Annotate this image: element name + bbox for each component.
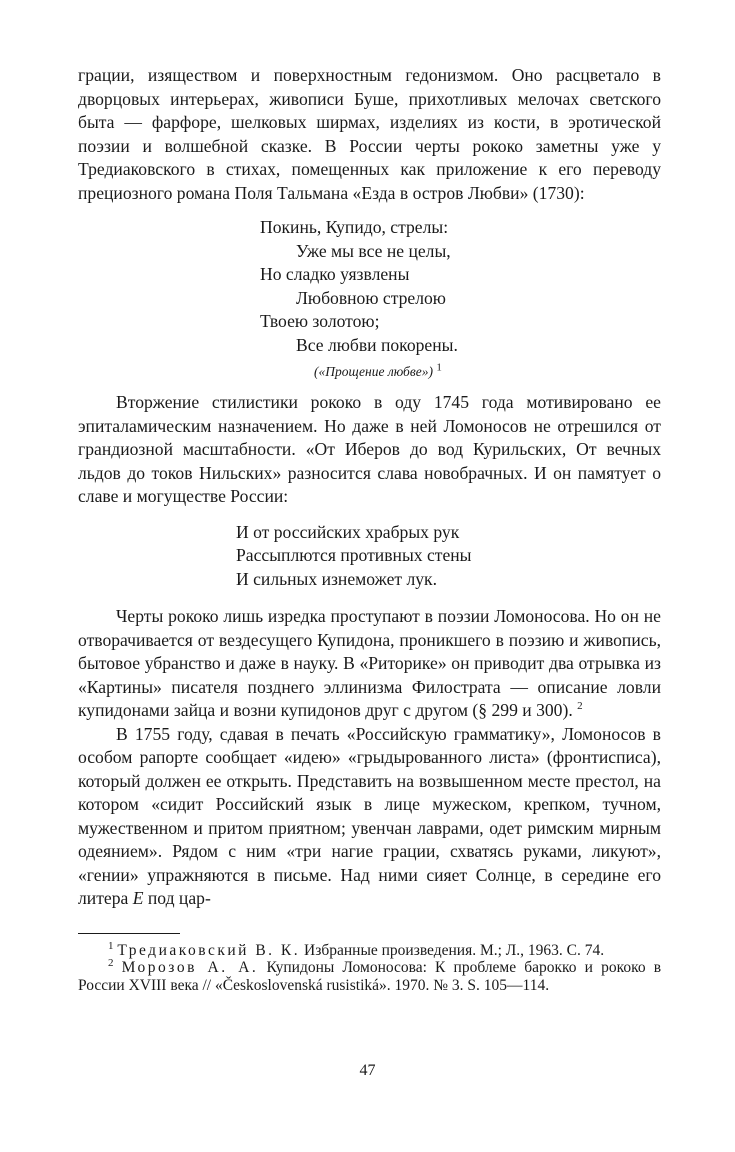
poem-trediakovsky xyxy=(78,216,661,357)
footnote-mark: 1 xyxy=(108,939,114,952)
paragraph-4-end: под цар- xyxy=(147,888,211,908)
paragraph-1: грации, изяществом и поверхностным гедонизмом. Оно расцветало в дворцовых интерьерах, живописи Буше, прихотливых мелочах светского быта — фарфоре, шелковых ширмах, изделиях из кости, в эротической поэзии и волшебной сказке. В России черты рококо заметны уже у Тредиаковского в стихах, помещенных как приложение к его переводу прециозного романа Поля Тальмана «Езда в остров Любви» (1730): xyxy=(78,65,661,203)
poem-line: Все любви покорены. xyxy=(296,334,458,355)
footnote-text: Купидоны Ломоносова: К проблеме барокко и рококо в России XVIII века // «Československá rusistiká». 1970. № 3. S. 105—114. xyxy=(78,959,662,994)
poem-line: Рассыплются противных стены xyxy=(236,545,472,565)
footnote-mark: 2 xyxy=(108,956,114,969)
footnote-2 xyxy=(78,956,662,994)
footnote-ref-1: 1 xyxy=(436,361,442,374)
paragraph-3-text: Черты рококо лишь изредка проступают в поэзии Ломоносова. Но он не отворачивается от вездесущего Купидона, проникшего в поэзию и живопись, бытовое убранство и даже в науку. В «Риторике» он приводит два отрывка из «Картины» писателя позднего эллинизма Филострата — описание ловли купидонами зайца и возни купидонов друг с другом (§ 299 и 300). xyxy=(78,606,661,720)
footnote-1 xyxy=(78,939,661,960)
paragraph-4-letter: E xyxy=(132,888,144,908)
paragraph-2: Вторжение стилистики рококо в оду 1745 года мотивировано ее эпиталамическим назначением. Но даже в ней Ломоносов не отрешился от грандиозной масштабности. «От Иберов до вод Курильских, От вечных льдов до токов Нильских» разносится слава новобрачных. И он памятует о славе и могуществе России: xyxy=(78,392,661,506)
poem-line: И сильных изнеможет лук. xyxy=(236,568,437,589)
poem-line: Любовною стрелою xyxy=(296,287,446,308)
footnote-author: Тредиаковский В. К. xyxy=(117,941,301,959)
poem-line: Уже мы все не целы, xyxy=(296,240,451,261)
footnote-ref-2: 2 xyxy=(577,700,583,713)
footnote-divider xyxy=(78,933,180,934)
paragraph-4 xyxy=(78,723,661,911)
poem-caption xyxy=(78,362,661,382)
poem-line: И от российских храбрых рук xyxy=(236,521,460,542)
poem-lomonosov xyxy=(78,521,661,592)
paragraph-4-text: В 1755 году, сдавая в печать «Российскую грамматику», Ломоносов в особом рапорте сообщает «идею» «грыдырованного листа» (фронтисписа), который должен ее открыть. Представить на возвышенном месте престол, на котором «сидит Российский язык в лице мужеском, крепком, тучном, мужественном и притом приятном; увенчан лаврами, одет римским мирным одеянием». Рядом с ним «три нагие грации, схватясь руками, ликуют», «гении» упражняются в письме. Над ними сияет Солнце, в середине его литера xyxy=(78,723,661,908)
footnotes xyxy=(78,939,662,995)
footnote-text: Избранные произведения. М.; Л., 1963. С. 74. xyxy=(304,941,605,959)
poem-line: Покинь, Купидо, стрелы: xyxy=(260,217,449,237)
poem-line: Но сладко уязвлены xyxy=(260,264,410,284)
paragraph-3 xyxy=(78,605,661,723)
page-number: 47 xyxy=(359,1062,376,1079)
footnote-author: Морозов А. А. xyxy=(121,959,259,976)
poem-caption-text: («Прощение любве») xyxy=(314,364,433,379)
poem-line: Твоею золотою; xyxy=(260,311,380,331)
